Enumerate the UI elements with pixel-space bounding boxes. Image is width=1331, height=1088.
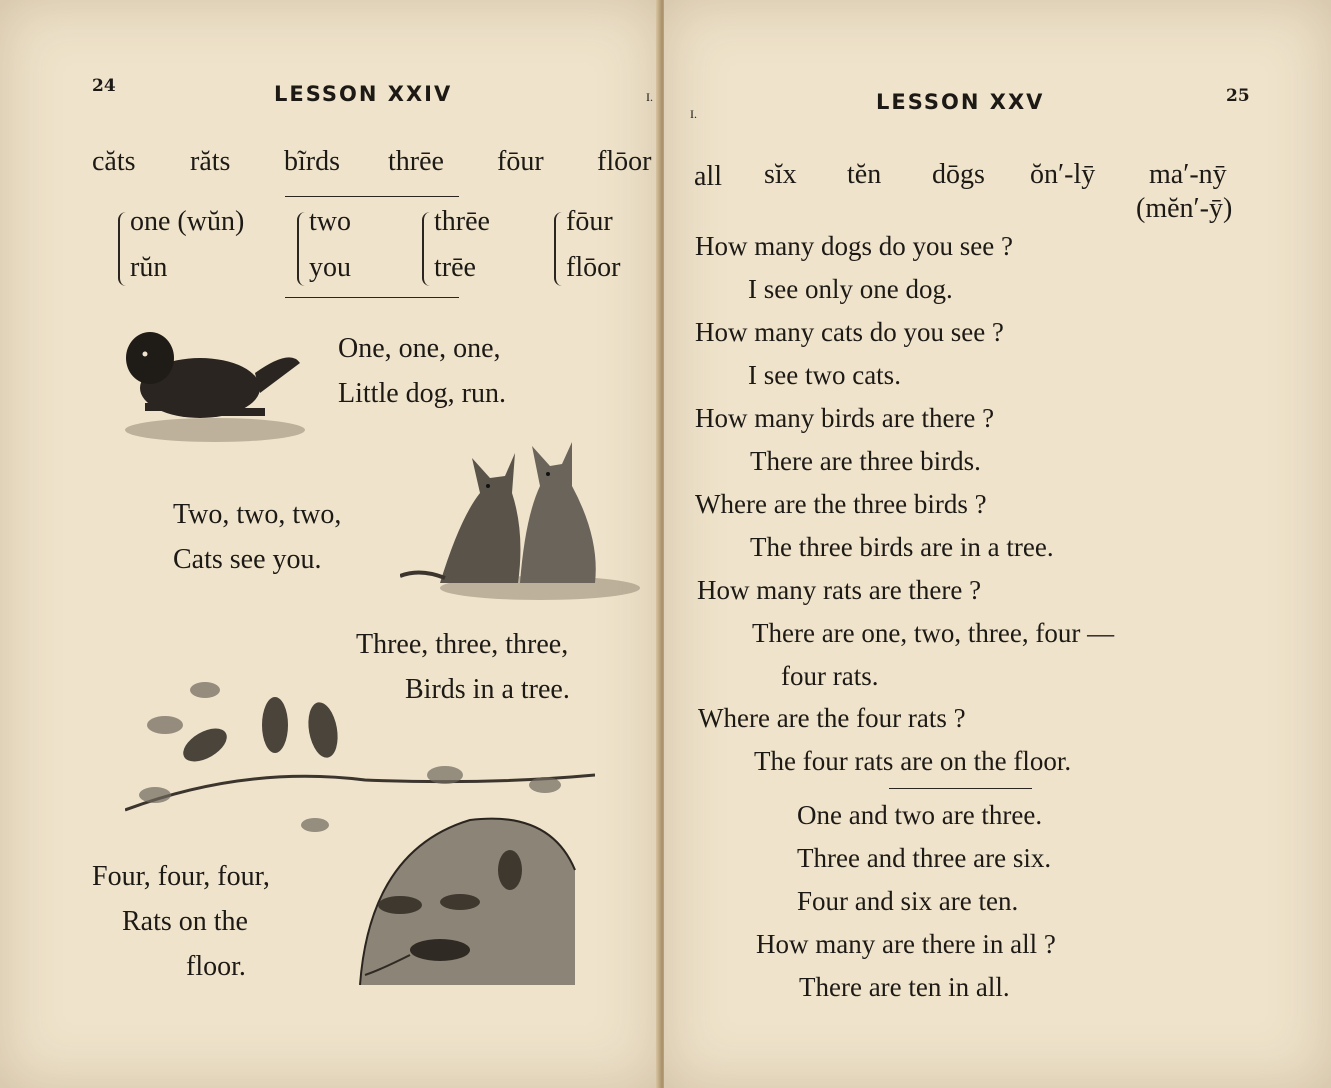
text-line: There are three birds. (750, 446, 981, 476)
pair-word: thrēe (434, 206, 490, 237)
right-page (664, 0, 1331, 1088)
vocab-word: flōor (597, 146, 652, 177)
brace (297, 212, 307, 286)
verse-line: Three, three, three, (356, 629, 569, 660)
pair-word: rŭn (130, 252, 168, 283)
text-line: Where are the three birds ? (695, 489, 987, 519)
text-line: I see two cats. (748, 360, 901, 390)
margin-mark: I. (690, 107, 697, 121)
verse-line: Two, two, two, (173, 499, 342, 530)
pair-word: you (309, 252, 351, 283)
pair-word: two (309, 206, 351, 237)
verse-line: Four, four, four, (92, 861, 270, 892)
verse-line: floor. (186, 951, 246, 982)
vocab-word: fōur (497, 146, 544, 177)
text-line: Where are the four rats ? (698, 703, 966, 733)
divider-rule (285, 297, 459, 298)
pair-word: fōur (566, 206, 613, 237)
text-line: I see only one dog. (748, 274, 953, 304)
text-line: How many cats do you see ? (695, 317, 1004, 347)
page-number: 24 (92, 76, 116, 96)
vocab-word: ma′-nȳ (1149, 159, 1227, 190)
text-line: The four rats are on the floor. (754, 746, 1072, 776)
verse-line: One, one, one, (338, 333, 501, 364)
vocab-word: răts (190, 146, 231, 177)
divider-rule (285, 196, 459, 197)
vocab-word: (mĕn′-ȳ) (1136, 193, 1233, 224)
sum-line: One and two are three. (797, 800, 1043, 830)
brace (554, 212, 564, 286)
page-number: 25 (1226, 86, 1250, 106)
sum-line: There are ten in all. (799, 972, 1010, 1002)
verse-line: Rats on the (122, 906, 248, 937)
text-line: four rats. (781, 661, 879, 691)
text-line: There are one, two, three, four — (752, 618, 1115, 648)
pair-word: trēe (434, 252, 476, 283)
cats-illustration (400, 438, 640, 603)
vocab-word: all (694, 161, 722, 192)
verse-line: Cats see you. (173, 544, 322, 575)
left-page (0, 0, 660, 1088)
text-line: How many rats are there ? (697, 575, 982, 605)
vocab-word: dōgs (932, 159, 985, 190)
sum-line: How many are there in all ? (756, 929, 1056, 959)
vocab-word: căts (92, 146, 136, 177)
verse-line: Birds in a tree. (405, 674, 570, 705)
divider-rule (889, 788, 1032, 789)
margin-mark: I. (646, 90, 653, 104)
vocab-word: bĩrds (284, 146, 340, 177)
lesson-heading: LESSON XXV (876, 90, 1045, 114)
vocab-word: ŏn′-lȳ (1030, 159, 1096, 190)
sum-line: Three and three are six. (797, 843, 1052, 873)
text-line: The three birds are in a tree. (750, 532, 1054, 562)
verse-line: Little dog, run. (338, 378, 506, 409)
text-line: How many birds are there ? (695, 403, 995, 433)
dog-illustration (105, 318, 305, 448)
rats-illustration (340, 810, 585, 985)
pair-word: one (wŭn) (130, 206, 245, 237)
vocab-word: tĕn (847, 159, 882, 190)
lesson-heading: LESSON XXIV (274, 82, 453, 106)
pair-word: flōor (566, 252, 621, 283)
sum-line: Four and six are ten. (797, 886, 1019, 916)
brace (118, 212, 128, 286)
vocab-word: sĭx (764, 159, 797, 190)
text-line: How many dogs do you see ? (695, 231, 1013, 261)
brace (422, 212, 432, 286)
vocab-word: thrēe (388, 146, 444, 177)
